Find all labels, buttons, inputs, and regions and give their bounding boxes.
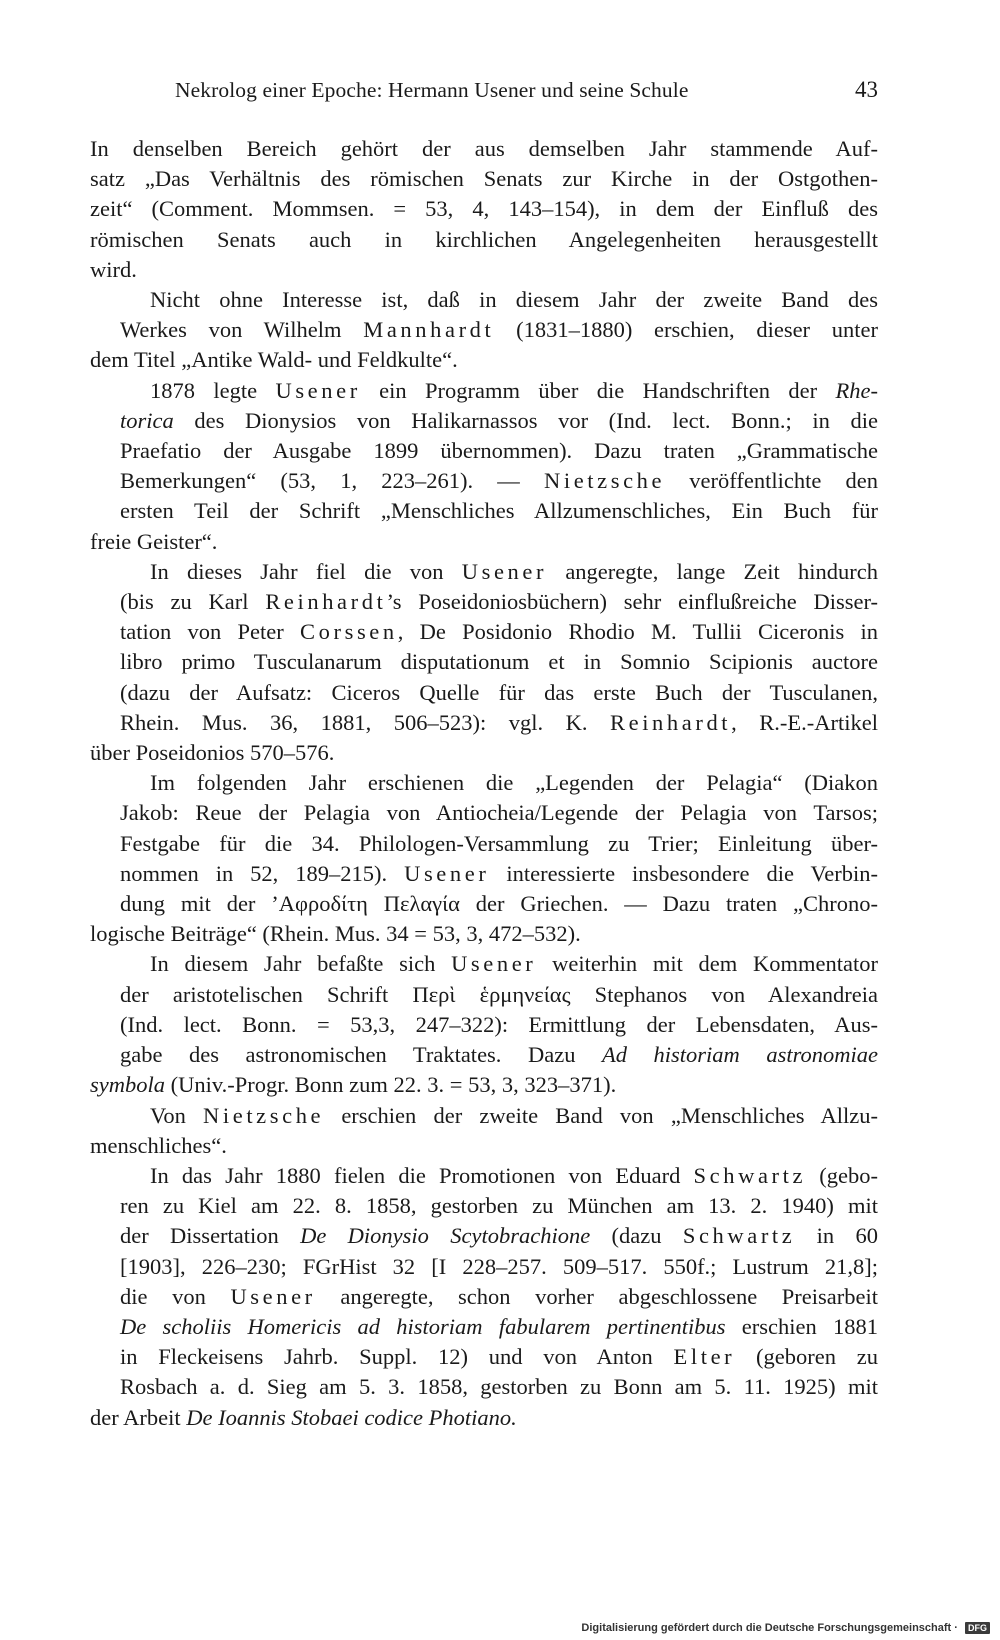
text-line (90, 406, 878, 436)
text-run: Rhein. Mus. 36, 1881, 506–523): vgl. K. (120, 709, 611, 735)
paragraph (90, 557, 878, 768)
italic-text: Ad historiam astronomiae (601, 1042, 878, 1068)
text-run: die von (120, 1283, 231, 1309)
text-run: Rosbach a. d. Sieg am 5. 3. 1858, gestorben zu Bonn am 5. 11. 1925) mit (120, 1374, 878, 1400)
text-run: In diesem Jahr befaßte sich (150, 951, 452, 977)
text-line (120, 285, 878, 315)
text-line (90, 1010, 878, 1040)
text-line (90, 1312, 878, 1342)
spaced-name: Mannhardt (363, 317, 495, 343)
text-line (90, 617, 878, 647)
text-run: Festgabe für die 34. Philologen-Versammlung zu Trier; Einleitung über- (120, 830, 878, 856)
spaced-name: Usener (230, 1283, 316, 1309)
text-run: der Arbeit (90, 1404, 187, 1430)
text-run: (Ind. lect. Bonn. = 53,3, 247–322): Ermittlung der Lebensdaten, Aus- (120, 1011, 878, 1037)
spaced-name: Nietzsche (203, 1102, 325, 1128)
page-number: 43 (855, 77, 878, 102)
text-run: libro primo Tusculanarum disputationum et in Somnio Scipionis auctore (120, 649, 878, 675)
spaced-name: Elter (673, 1344, 736, 1370)
text-run: 1878 legte (150, 377, 276, 403)
text-run: Bemerkungen“ (53, 1, 223–261). — (120, 468, 544, 494)
text-line (90, 1040, 878, 1070)
text-run: , R.-E.-Artikel (731, 709, 878, 735)
digitization-note: Digitalisierung gefördert durch die Deutsche Forschungsgemeinschaft · (581, 1622, 958, 1634)
text-line (90, 164, 878, 194)
text-run: Werkes von Wilhelm (120, 317, 364, 343)
text-line (90, 194, 878, 224)
text-run: Praefatio der Ausgabe 1899 übernommen). Dazu traten „Grammatische (120, 438, 878, 464)
text-line (120, 376, 878, 406)
paragraph (90, 949, 878, 1100)
text-run: angeregte, lange Zeit hindurch (547, 558, 878, 584)
text-run: in 60 (795, 1223, 879, 1249)
text-run: dung mit der ’Αφροδίτη Πελαγία der Griechen. — Dazu traten „Chrono- (120, 891, 878, 917)
text-line (120, 557, 878, 587)
text-run: Im folgenden Jahr erschienen die „Legenden der Pelagia“ (Diakon (150, 770, 878, 796)
paragraph (90, 768, 878, 949)
italic-text: De Ioannis Stobaei codice Photiano. (186, 1404, 517, 1430)
spaced-name: Usener (451, 951, 537, 977)
text-line (90, 980, 878, 1010)
text-run: (geboren zu (735, 1344, 878, 1370)
text-line (120, 1101, 878, 1131)
text-line (90, 315, 878, 345)
italic-text: symbola (90, 1072, 165, 1098)
text-run: römischen Senats auch in kirchlichen Angelegenheiten herausgestellt (90, 226, 878, 252)
text-line (120, 768, 878, 798)
text-line (120, 1161, 878, 1191)
text-run: , De Posidonio Rhodio M. Tullii Ciceronis in (397, 619, 878, 645)
text-run: In dieses Jahr fiel die von (150, 558, 462, 584)
text-line (90, 647, 878, 677)
italic-text: De scholiis Homericis ad historiam fabularem pertinentibus (120, 1313, 726, 1339)
spaced-name: Usener (404, 860, 490, 886)
text-line (90, 1191, 878, 1221)
paragraph (90, 285, 878, 376)
text-line (90, 859, 878, 889)
spaced-name: Schwartz (693, 1162, 807, 1188)
spaced-name: Usener (461, 558, 548, 584)
text-run: (dazu (590, 1223, 683, 1249)
text-run: satz „Das Verhältnis des römischen Senats zur Kirche in der Ostgothen- (90, 166, 878, 192)
italic-text: De Dionysio Scytobrachione (300, 1223, 591, 1249)
text-line (90, 587, 878, 617)
text-run: wird. (90, 256, 137, 282)
text-run: nommen in 52, 189–215). (120, 860, 405, 886)
text-line (90, 889, 878, 919)
paragraph (90, 1101, 878, 1161)
text-line (90, 829, 878, 859)
text-run: Nicht ohne Interesse ist, daß in diesem Jahr der zweite Band des (150, 287, 878, 313)
text-run: (bis zu Karl (120, 589, 266, 615)
text-line (90, 496, 878, 526)
text-line (90, 466, 878, 496)
body-text (90, 134, 878, 1433)
text-run: der aristotelischen Schrift Περὶ ἑρμηνείας Stephanos von Alexandreia (120, 981, 878, 1007)
text-line (90, 1372, 878, 1402)
text-run: erschien der zweite Band von „Menschliches Allzu- (324, 1102, 878, 1128)
spaced-name: Reinhardt (610, 709, 732, 735)
dfg-logo: DFG (965, 1622, 990, 1634)
paragraph (90, 376, 878, 557)
text-run: über Poseidonios 570–576. (90, 740, 335, 766)
text-run: der Dissertation (120, 1223, 301, 1249)
italic-text: torica (120, 407, 174, 433)
text-line (90, 1221, 878, 1251)
text-line (90, 798, 878, 828)
text-run: freie Geister“. (90, 528, 218, 554)
text-line (90, 708, 878, 738)
text-run: In denselben Bereich gehört der aus demselben Jahr stammende Auf- (90, 136, 878, 161)
spaced-name: Nietzsche (544, 468, 666, 494)
text-run: (gebo- (806, 1162, 878, 1188)
paragraph (90, 134, 878, 285)
text-run: in Fleckeisens Jahrb. Suppl. 12) und von Anton (120, 1344, 674, 1370)
text-line (90, 134, 878, 164)
text-run: (dazu der Aufsatz: Ciceros Quelle für das erste Buch der Tusculanen, (120, 679, 878, 705)
text-line (90, 1282, 878, 1312)
text-line (90, 225, 878, 255)
text-line (90, 436, 878, 466)
text-line (120, 949, 878, 979)
spaced-name: Reinhardt (265, 589, 387, 615)
text-run: Von (150, 1102, 204, 1128)
text-run: logische Beiträge“ (Rhein. Mus. 34 = 53, 3, 472–532). (90, 921, 581, 947)
spaced-name: Corssen (300, 619, 398, 645)
text-run: ein Programm über die Handschriften der (360, 377, 836, 403)
text-run: gabe des astronomischen Traktates. Dazu (120, 1042, 602, 1068)
text-run: interessierte insbesondere die Verbin- (489, 860, 878, 886)
running-title: Nekrolog einer Epoche: Hermann Usener und seine Schule (175, 78, 689, 102)
text-run: weiterhin mit dem Kommentator (536, 951, 878, 977)
text-run: (Univ.-Progr. Bonn zum 22. 3. = 53, 3, 323–371). (165, 1072, 617, 1098)
text-run: menschliches“. (90, 1132, 227, 1158)
text-run: ’s Poseidoniosbüchern) sehr einflußreiche Disser- (386, 589, 879, 615)
digitization-footer (581, 1622, 990, 1634)
spaced-name: Schwartz (682, 1223, 796, 1249)
spaced-name: Usener (275, 377, 361, 403)
text-run: angeregte, schon vorher abgeschlossene Preisarbeit (315, 1283, 878, 1309)
text-run: dem Titel „Antike Wald- und Feldkulte“. (90, 347, 458, 373)
text-run: ren zu Kiel am 22. 8. 1858, gestorben zu München am 13. 2. 1940) mit (120, 1193, 878, 1219)
text-run: ersten Teil der Schrift „Menschliches Allzumenschliches, Ein Buch für (120, 498, 878, 524)
text-run: zeit“ (Comment. Mommsen. = 53, 4, 143–154), in dem der Einfluß des (90, 196, 878, 222)
italic-text: Rhe- (835, 377, 878, 403)
paragraph (90, 1161, 878, 1433)
text-line (90, 1342, 878, 1372)
text-run: Jakob: Reue der Pelagia von Antiocheia/Legende der Pelagia von Tarsos; (120, 800, 878, 826)
text-run: tation von Peter (120, 619, 301, 645)
text-run: veröffentlichte den (665, 468, 878, 494)
text-line (90, 678, 878, 708)
text-run: (1831–1880) erschien, dieser unter (494, 317, 878, 343)
text-run: In das Jahr 1880 fielen die Promotionen von Eduard (150, 1162, 694, 1188)
text-line (90, 1252, 878, 1282)
text-run: des Dionysios von Halikarnassos vor (Ind. lect. Bonn.; in die (173, 407, 878, 433)
text-run: [1903], 226–230; FGrHist 32 [I 228–257. 509–517. 550f.; Lustrum 21,8]; (120, 1253, 878, 1279)
text-run: erschien 1881 (725, 1313, 878, 1339)
